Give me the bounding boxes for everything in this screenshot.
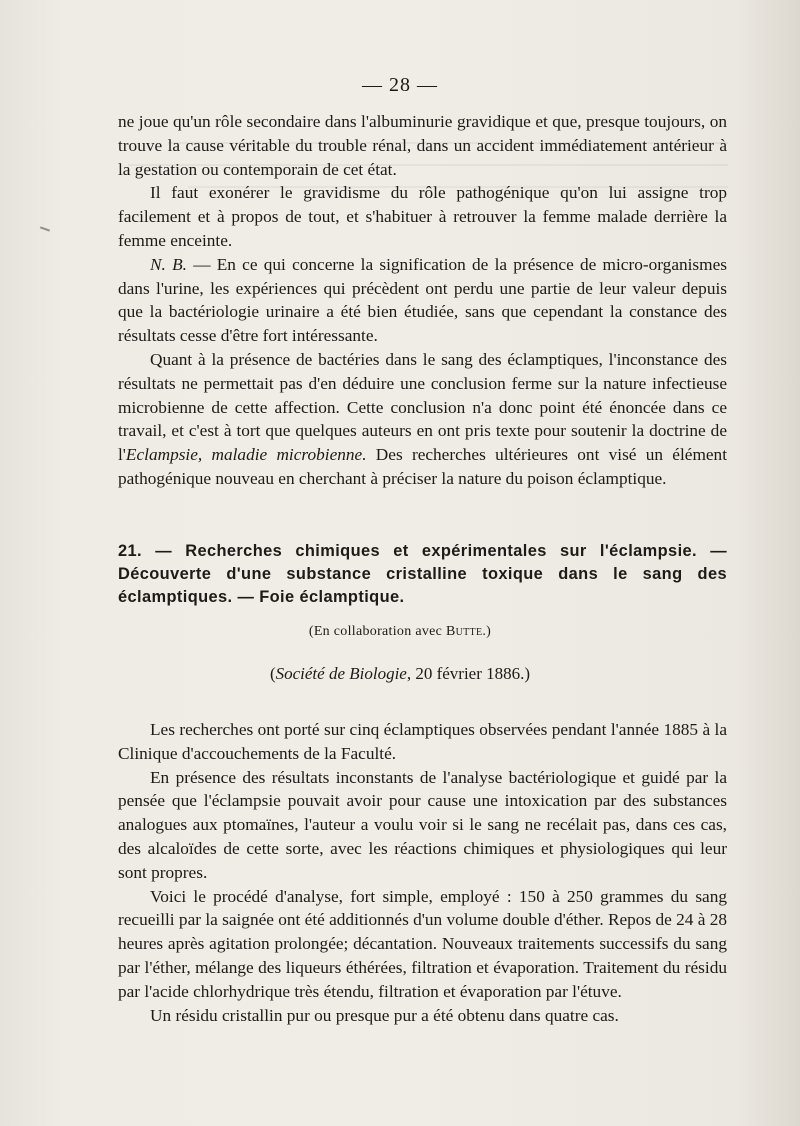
body-text <box>118 718 727 1027</box>
page-number: — 28 — <box>362 74 438 96</box>
collaboration-prefix: (En collaboration avec <box>308 624 446 639</box>
nb-text: — En ce qui concerne la signification de la présence de micro-organismes dans l'urine, les expériences qui précèdent ont perdu une partie de leur valeur depuis que la bactériologie urinaire a été bien étudiée, sans que cependant la constance des résultats cesse d'être fort intéressante. <box>118 254 727 346</box>
section-heading: 21. — Recherches chimiques et expérimentales sur l'éclampsie. — Découverte d'une substance cristalline toxique dans le sang des éclamptiques. — Foie éclamptique. <box>118 542 727 606</box>
citation <box>0 664 800 684</box>
paragraph-gravidisme: Il faut exonérer le gravidisme du rôle pathogénique qu'on lui assigne trop facilement et à propos de tout, et s'habituer à retrouver la femme malade derrière la femme enceinte. <box>118 183 727 250</box>
paragraph-presence: En présence des résultats inconstants de l'analyse bactériologique et guidé par la pensée que l'éclampsie pouvait avoir pour cause une intoxication par des substances analogues aux ptomaïnes, l'auteur a voulu voir si le sang ne recélait pas, dans ces cas, des alcaloïdes de cette sorte, avec les réactions chimiques et physiologiques qui leur sont propres. <box>118 767 727 882</box>
bacteria-italic-doctrine: Eclampsie, maladie microbienne. <box>125 445 367 465</box>
paragraph-recherches: Les recherches ont porté sur cinq éclamptiques observées pendant l'année 1885 à la Clinique d'accouchements de la Faculté. <box>118 720 727 763</box>
paragraph-procede: Voici le procédé d'analyse, fort simple, employé : 150 à 250 grammes du sang recueilli par la saignée ont été additionnés d'un volume double d'éther. Repos de 24 à 28 heures après agitation prolongée; décantation. Nouveaux traitements successifs du sang par l'éther, mélange des liqueurs éthérées, filtration et évaporation. Traitement du résidu par l'acide chlorhydrique très étendu, filtration et évaporation par l'étuve. <box>118 886 727 1001</box>
paragraph-continuation: ne joue qu'un rôle secondaire dans l'albuminurie gravidique et que, presque toujours, on trouve la cause véritable du trouble rénal, dans un accident immédiatement antérieur à la gestation ou contemporain de cet état. <box>118 112 727 179</box>
citation-date: , 20 février 1886.) <box>406 664 531 683</box>
collaboration-suffix: .) <box>482 624 492 639</box>
bacteria-text-after: Des recherches ultérieures ont visé un élément pathogénique nouveau en cherchant à préciser la nature du poison éclamptique. <box>118 445 727 488</box>
nb-label: N. B. <box>150 254 187 274</box>
citation-open: ( <box>269 664 276 683</box>
citation-journal: Société de Biologie <box>275 664 407 683</box>
intro-text <box>118 110 727 491</box>
collaborator-name: Butte <box>445 624 483 639</box>
paragraph-residu: Un résidu cristallin pur ou presque pur a été obtenu dans quatre cas. <box>150 1005 619 1025</box>
paragraph-bacteria <box>118 348 727 491</box>
paragraph-nb <box>118 253 727 348</box>
margin-mark <box>40 226 50 231</box>
collaboration-note <box>0 624 800 640</box>
bacteria-text-before: Quant à la présence de bactéries dans le sang des éclamptiques, l'inconstance des résultats ne permettait pas d'en déduire une conclusion ferme sur la nature infectieuse microbienne de cette affection. Cette conclusion n'a donc point été énoncée dans ce travail, et c'est à tort que quelques auteurs en ont pris texte pour soutenir la doctrine de l' <box>118 349 727 465</box>
